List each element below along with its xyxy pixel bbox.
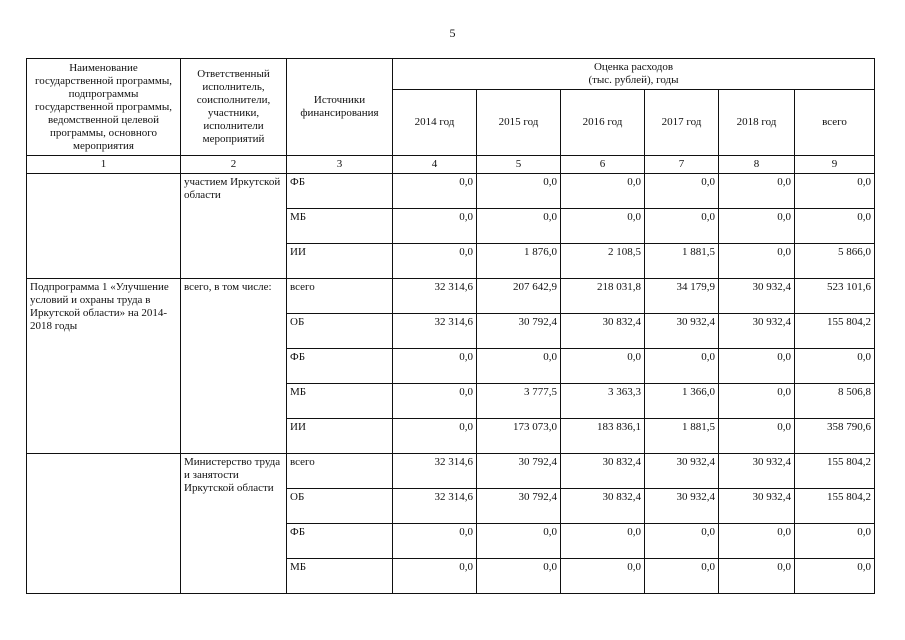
header-year: 2017 год (645, 90, 719, 156)
value-cell: 1 881,5 (645, 419, 719, 454)
value-cell: 1 876,0 (477, 244, 561, 279)
value-cell: 0,0 (719, 384, 795, 419)
value-cell: 0,0 (645, 209, 719, 244)
value-cell: 30 792,4 (477, 314, 561, 349)
value-cell: 30 932,4 (719, 489, 795, 524)
value-cell: 32 314,6 (393, 489, 477, 524)
value-cell: 0,0 (477, 559, 561, 594)
program-name-cell (27, 174, 181, 279)
value-cell: 30 932,4 (645, 314, 719, 349)
value-cell: 358 790,6 (795, 419, 875, 454)
column-number: 3 (287, 156, 393, 174)
executor-cell: всего, в том числе: (181, 279, 287, 454)
value-cell: 0,0 (795, 524, 875, 559)
value-cell: 0,0 (561, 524, 645, 559)
value-cell: 0,0 (561, 209, 645, 244)
column-number: 5 (477, 156, 561, 174)
value-cell: 5 866,0 (795, 244, 875, 279)
value-cell: 155 804,2 (795, 454, 875, 489)
value-cell: 0,0 (393, 559, 477, 594)
value-cell: 218 031,8 (561, 279, 645, 314)
value-cell: 30 932,4 (719, 279, 795, 314)
value-cell: 183 836,1 (561, 419, 645, 454)
funding-source-cell: ФБ (287, 524, 393, 559)
value-cell: 155 804,2 (795, 489, 875, 524)
funding-source-cell: МБ (287, 559, 393, 594)
value-cell: 0,0 (795, 174, 875, 209)
funding-source-cell: ФБ (287, 174, 393, 209)
value-cell: 1 881,5 (645, 244, 719, 279)
column-number: 6 (561, 156, 645, 174)
value-cell: 0,0 (477, 524, 561, 559)
value-cell: 0,0 (561, 349, 645, 384)
funding-source-cell: всего (287, 279, 393, 314)
header-program-name: Наименование государственной программы, подпрограммы государственной программы, ведомственной целевой программы, основного мероприятия (27, 59, 181, 156)
value-cell: 0,0 (561, 559, 645, 594)
value-cell: 173 073,0 (477, 419, 561, 454)
funding-source-cell: МБ (287, 384, 393, 419)
funding-source-cell: всего (287, 454, 393, 489)
value-cell: 0,0 (393, 419, 477, 454)
header-estimate-line1: Оценка расходов (593, 61, 674, 73)
value-cell: 34 179,9 (645, 279, 719, 314)
header-year: 2016 год (561, 90, 645, 156)
value-cell: 0,0 (795, 559, 875, 594)
program-name-cell: Подпрограмма 1 «Улучшение условий и охраны труда в Иркутской области» на 2014-2018 годы (27, 279, 181, 454)
value-cell: 30 932,4 (645, 489, 719, 524)
value-cell: 0,0 (645, 559, 719, 594)
header-executor: Ответственный исполнитель, соисполнители, участники, исполнители мероприятий (181, 59, 287, 156)
value-cell: 30 832,4 (561, 454, 645, 489)
table-row (27, 454, 875, 489)
column-number: 2 (181, 156, 287, 174)
funding-source-cell: МБ (287, 209, 393, 244)
header-year: 2014 год (393, 90, 477, 156)
value-cell: 30 932,4 (719, 454, 795, 489)
header-year: 2015 год (477, 90, 561, 156)
column-number: 1 (27, 156, 181, 174)
value-cell: 0,0 (719, 559, 795, 594)
value-cell: 0,0 (719, 419, 795, 454)
value-cell: 0,0 (795, 349, 875, 384)
program-name-cell (27, 454, 181, 594)
value-cell: 0,0 (393, 349, 477, 384)
value-cell: 0,0 (393, 209, 477, 244)
value-cell: 0,0 (645, 524, 719, 559)
value-cell: 0,0 (719, 244, 795, 279)
header-year: 2018 год (719, 90, 795, 156)
table-row (27, 174, 875, 209)
header-funding-source: Источники финансирования (287, 59, 393, 156)
value-cell: 2 108,5 (561, 244, 645, 279)
value-cell: 155 804,2 (795, 314, 875, 349)
value-cell: 0,0 (645, 349, 719, 384)
value-cell: 0,0 (477, 209, 561, 244)
value-cell: 32 314,6 (393, 314, 477, 349)
value-cell: 0,0 (719, 524, 795, 559)
funding-source-cell: ОБ (287, 489, 393, 524)
header-estimate (393, 59, 875, 90)
value-cell: 0,0 (393, 174, 477, 209)
value-cell: 1 366,0 (645, 384, 719, 419)
value-cell: 0,0 (719, 174, 795, 209)
value-cell: 0,0 (393, 524, 477, 559)
column-number: 9 (795, 156, 875, 174)
funding-source-cell: ФБ (287, 349, 393, 384)
column-number: 4 (393, 156, 477, 174)
value-cell: 0,0 (719, 349, 795, 384)
header-estimate-line2: (тыс. рублей), годы (588, 74, 679, 86)
table-row (27, 279, 875, 314)
value-cell: 30 792,4 (477, 489, 561, 524)
value-cell: 0,0 (719, 209, 795, 244)
funding-source-cell: ИИ (287, 419, 393, 454)
column-number: 8 (719, 156, 795, 174)
header-year: всего (795, 90, 875, 156)
column-number: 7 (645, 156, 719, 174)
value-cell: 0,0 (477, 174, 561, 209)
value-cell: 32 314,6 (393, 279, 477, 314)
executor-cell: Министерство труда и занятости Иркутской области (181, 454, 287, 594)
value-cell: 0,0 (393, 384, 477, 419)
value-cell: 30 832,4 (561, 489, 645, 524)
value-cell: 0,0 (645, 174, 719, 209)
value-cell: 3 777,5 (477, 384, 561, 419)
value-cell: 0,0 (561, 174, 645, 209)
executor-cell: участием Иркутской области (181, 174, 287, 279)
funding-source-cell: ИИ (287, 244, 393, 279)
value-cell: 30 792,4 (477, 454, 561, 489)
funding-source-cell: ОБ (287, 314, 393, 349)
value-cell: 30 832,4 (561, 314, 645, 349)
value-cell: 0,0 (795, 209, 875, 244)
page-number: 5 (449, 26, 456, 40)
budget-table (26, 58, 875, 594)
value-cell: 32 314,6 (393, 454, 477, 489)
value-cell: 30 932,4 (719, 314, 795, 349)
value-cell: 0,0 (477, 349, 561, 384)
value-cell: 523 101,6 (795, 279, 875, 314)
value-cell: 0,0 (393, 244, 477, 279)
value-cell: 207 642,9 (477, 279, 561, 314)
value-cell: 30 932,4 (645, 454, 719, 489)
value-cell: 3 363,3 (561, 384, 645, 419)
value-cell: 8 506,8 (795, 384, 875, 419)
